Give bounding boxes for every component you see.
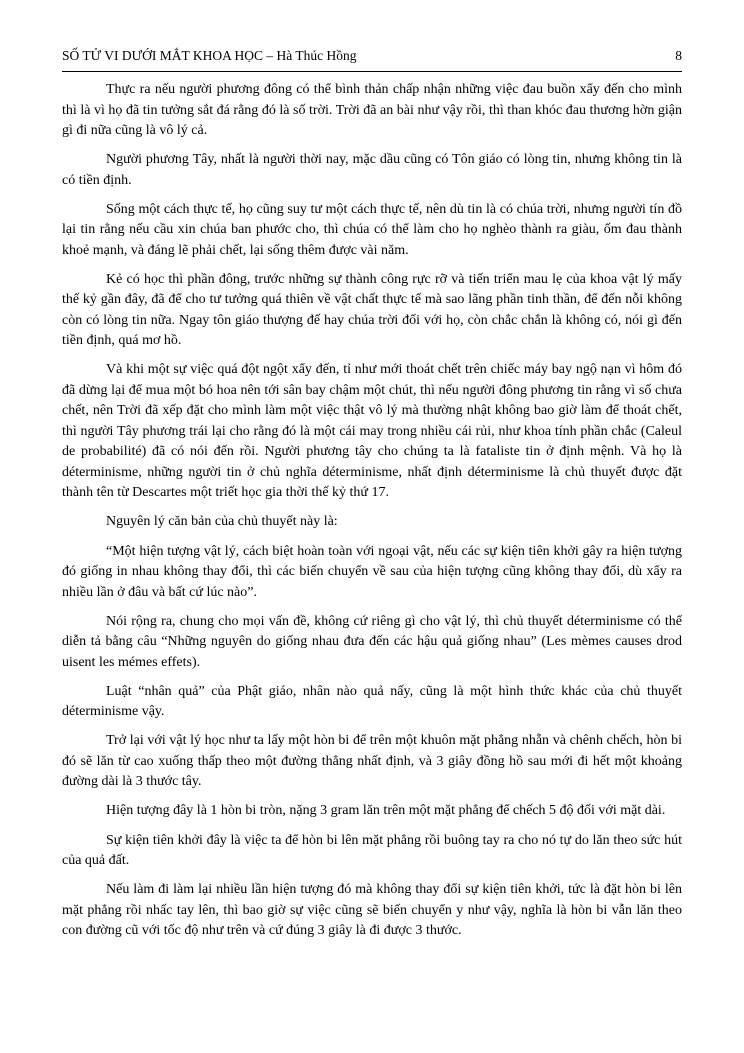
paragraph: Người phương Tây, nhất là người thời nay, mặc dầu cũng có Tôn giáo có lòng tin, nhưng không tin là có tiền định. [62,152,682,188]
body-text [62,80,682,950]
page-header [62,46,682,68]
running-title: SỐ TỬ VI DƯỚI MẮT KHOA HỌC – Hà Thúc Hồng [62,48,357,63]
paragraph: Thực ra nếu người phương đông có thể bình thản chấp nhận những việc đau buồn xẩy đến cho mình thì là vì họ đã tin tưởng sắt đá rằng đó là số trời. Trời đã an bài như vậy rồi, thì than khóc đau thương hờn giận gì đi nữa cũng là vô lý cả. [62,82,682,138]
page-number: 8 [675,48,682,63]
paragraph: Luật “nhân quả” của Phật giáo, nhân nào quả nấy, cũng là một hình thức khác của chủ thuyết déterminisme vậy. [62,683,682,720]
paragraph: Và khi một sự việc quá đột ngột xẩy đến, tỉ như mới thoát chết trên chiếc máy bay ngộ nạn vì hôm đó đã dừng lại để mua một bó hoa nên tới sân bay chậm một chút, thì nếu người đông phương tin rằng vì số chưa chết, nên Trời đã xếp đặt cho mình làm một việc thật vô lý mà thường nhật không bao giờ làm để thoát chết, thì người Tây phương trái lại cho rằng đó là một cái may trong nhiều cái rủi, như khoa tính phần chắc (Caleul de probabilité) đã có nói đến rồi. Người phương tây cho chúng ta là fataliste tin ở định mệnh. Và họ là déterminisme, những người tin ở chủ nghĩa déterminisme, nhất định déterminisme là chủ thuyết được đặt thành tên từ Descartes một triết học gia thời thế kỷ thứ 17. [62,362,682,501]
header-rule [62,71,682,72]
paragraph: Nếu làm đi làm lại nhiều lần hiện tượng đó mà không thay đổi sự kiện tiên khởi, tức là đặt hòn bi lên mặt phẳng rồi nhấc tay lên, thì bao giờ sự việc cũng sẽ biến chuyển y như vậy, nghĩa là hòn bi vẫn lăn theo con đường cũ với tốc độ như trên và cứ đúng 3 giây là đi được 3 thước. [62,882,682,939]
paragraph: Sự kiện tiên khởi đây là việc ta để hòn bi lên mặt phẳng rồi buông tay ra cho nó tự do lăn theo sức hút của quả đất. [62,832,682,869]
paragraph: Kẻ có học thì phần đông, trước những sự thành công rực rỡ và tiến triển mau lẹ của khoa vật lý mấy thế kỷ gần đây, đã để cho tư tưởng quá thiên về vật chất thực tế mà sao lãng phần tinh thần, để đến nỗi không còn có lòng tin nữa. Ngay tôn giáo thượng đế hay chúa trời đối với họ, còn chắc chắn là không có, nói gì đến tiền định, quá mơ hồ. [62,271,682,349]
paragraph: Nói rộng ra, chung cho mọi vấn đề, không cứ riêng gì cho vật lý, thì chủ thuyết déterminisme có thể diễn tả bằng câu “Những nguyên do giống nhau đưa đến các hậu quả giống nhau” (Les mèmes causes drod uisent les mémes effets). [62,613,682,670]
paragraph: Trở lại với vật lý học như ta lấy một hòn bi để trên một khuôn mặt phẳng nhẵn và chênh chếch, hòn bi đó sẽ lăn từ cao xuống thấp theo một đường thẳng nhất định, và 3 giây đồng hồ sau mới đi hết một khoảng đường dài là 3 thước tây. [62,733,682,790]
paragraph: Nguyên lý căn bản của chủ thuyết này là: [106,514,338,530]
paragraph: Hiện tượng đây là 1 hòn bi tròn, nặng 3 gram lăn trên một mặt phẳng để chếch 5 độ đối với mặt dài. [106,803,666,819]
paragraph: Sống một cách thực tế, họ cũng suy tư một cách thực tế, nên dù tin là có chúa trời, nhưng người tín đồ lại tin rằng nếu cầu xin chúa ban phước cho, thì chúa có thể làm cho họ nghèo thành ra giàu, ốm đau thành khoẻ mạnh, và đáng lẽ phải chết, lại sống thêm được vài năm. [62,201,682,258]
quoted-principle: “Một hiện tượng vật lý, cách biệt hoàn toàn với ngoại vật, nếu các sự kiện tiên khởi gây ra hiện tượng đó giống in nhau không thay đổi, thì các biến chuyển về sau của hiện tượng cũng không thay đổi, dù xẩy ra nhiều lần ở đâu và bất cứ lúc nào”. [62,543,682,600]
